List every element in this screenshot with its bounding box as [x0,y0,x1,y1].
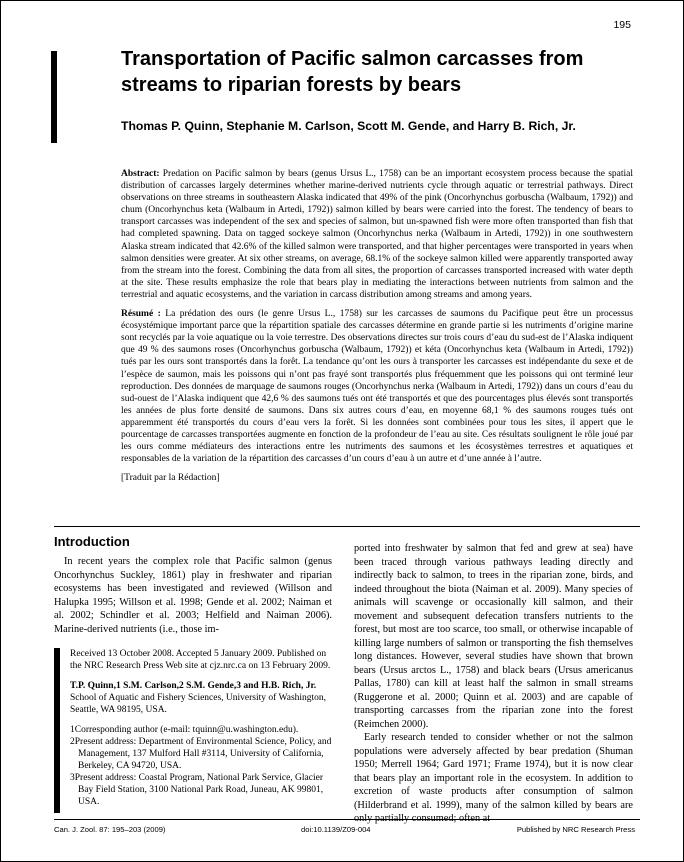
received-info-content [70,648,340,808]
right-column-paragraph-1: ported into freshwater by salmon that fed and grew at sea) have been traced through various pathways leading directly and indirectly back to salmon, to trees in the riparian zone, birds, and indeed throughout the biota (Naiman et al. 2009). Many species of animals will scavenge or occasionally kill salmon, and their movement and subsequent defecation transfers nutrients to the forest, but most are too scarce, too small, or otherwise incapable of killing large numbers of salmon or transporting the fish themselves long distances. However, several studies have shown that brown bears (Ursus arctos L., 1758) and black bears (Ursus americanus Pallas, 1780) can kill at least half the salmon in small streams (Ruggerone et al. 2000; Quinn et al. 2003) and are capable of transporting carcasses from the riparian zone into the forest (Reimchen 2000). [354,543,633,730]
introduction-heading: Introduction [54,534,130,549]
abstract-en [121,168,633,301]
left-column [54,534,332,636]
abstract-text: Predation on Pacific salmon by bears (genus Ursus L., 1758) can be an important ecosystem process because the spatial distribution of carcasses largely determines whether marine-derived nutrients cycle through aquatic or terrestrial pathways. Direct observations on three streams in southeastern Alaska indicated that 49% of the pink (Oncorhynchus gorbuscha (Walbaum, 1792)) and chum (Oncorhynchus keta (Walbaum in Artedi, 1792)) salmon killed by bears were carried into the forest. The tendency of bears to transport carcasses was independent of the sex and species of salmon, but un-spawned fish were more often transported than fish that had completed spawning. Data on tagged sockeye salmon (Oncorhynchus nerka (Walbaum in Artedi, 1792)) in one southwestern Alaska stream indicated that 42.6% of the killed salmon were transported, and that higher percentages were transported in years when salmon densities were greater. At six other streams, on average, 68.1% of the sockeye salmon killed were apparently transported away from the stream into the forest. Combining the data from all sites, the proportion of carcasses transported increased with water depth at the site. These results emphasize the role that bears play in mediating the interactions between nutrients from salmon and the terrestrial and aquatic ecosystems, and the variation in carcass distribution among streams and among years. [121,169,633,300]
received-info-box [54,648,337,813]
introduction-paragraph: In recent years the complex role that Pacific salmon (genus Oncorhynchus Suckley, 1861) play in freshwater and riparian ecosystems has been investigated and reviewed (Willson and Halupka 1995; Willson et al. 1998; Gende et al. 2002; Naiman et al. 2002; Schindler et al. 2003; Helfield and Naiman 2006). Marine-derived nutrients (i.e., those im- [54,556,332,635]
resume-label: Résumé : [121,309,161,320]
author-affiliation: School of Aquatic and Fishery Sciences, University of Washington, Seattle, WA 98195, USA. [70,693,327,715]
title-accent-bar [51,51,57,143]
footer-divider [54,819,640,820]
footnote-address-2: 2Present address: Department of Environmental Science, Policy, and Management, 137 Mulford Hall #3114, University of California, Berkeley, CA 94720, USA. [70,737,332,771]
footer-doi: doi:10.1139/Z09-004 [301,825,371,834]
footnote-corresponding: 1Corresponding author (e-mail: tquinn@u.washington.edu). [70,725,299,735]
footer-journal: Can. J. Zool. 87: 195–203 (2009) [54,825,166,834]
box-author-line [70,680,340,692]
received-dates: Received 13 October 2008. Accepted 5 January 2009. Published on the NRC Research Press Web site at cjz.nrc.ca on 13 February 2009. [70,649,331,671]
right-column-paragraph-2: Early research tended to consider whether or not the salmon populations were adversely affected by bear predation (Shuman 1950; Merrell 1964; Gard 1971; Frame 1974), but it is now clear that bears play an important role in the ecosystem. In addition to excretion of waste products after consumption of salmon (Hilderbrand et al. 1999), many of the salmon killed by bears are [354,732,633,811]
section-divider [54,526,640,527]
resume-text: La prédation des ours (le genre Ursus L., 1758) sur les carcasses de saumons du Pacifique peut être un processus écosystémique important parce que la répartition spatiale des carcasses détermine en grande partie si les nutriments d’origine marine sont recyclés par la voie aquatique ou la voie terrestre. Des observations directes sur trois cours d’eau du sud-est de l’Alaska indiquent que 49 % des saumons roses (Oncorhynchus gorbuscha (Walbaum, 1792)) et kéta (Oncorhynchus keta (Walbaum in Artedi, 1792)) tués par les ours sont transportés dans la forêt. La tendance qu’ont les ours à transporter les carcasses est indépendante du sexe et de l’espèce de saumon, mais les poissons qui n’ont pas frayé sont transportés plus fréquemment que les poissons qui ont terminé leur reproduction. Des données de marquage de saumons rouges (Oncorhynchus nerka (Walbaum in Artedi, 1792)) dans un cours d’eau du sud-ouest de l’Alaska indiquent que 42,6 % des saumons tués ont été transportés et que des pourcentages plus élevés sont transportés les années de plus forte densité de saumons. Dans six autres cours d’eau, en moyenne 68,1 % des saumons rouges tués ont apparemment été transportés du cours d’eau vers la forêt. Si les données sont combinées pour tous les sites, il appert que le pourcentage de carcasses transportées augmente en fonction de la profondeur de l’eau au site. Ces résultats soulignent le rôle joué par les ours comme médiateurs des interactions entre les nutriments des saumons et les écosystèmes terrestres et aquatiques et responsables de la variation de la répartition des carcasses d’un cours d’eau à un autre et d’une année à l’autre. [121,309,634,465]
box-author-names: T.P. Quinn,1 S.M. Carlson,2 S.M. Gende,3 and H.B. Rich, Jr. [70,681,317,691]
translation-note: [Traduit par la Rédaction] [121,473,220,484]
abstract-section [121,168,633,491]
abstract-fr [121,308,633,465]
author-list: Thomas P. Quinn, Stephanie M. Carlson, Scott M. Gende, and Harry B. Rich, Jr. [121,119,576,133]
right-column [354,542,633,826]
page-number: 195 [613,19,631,31]
footer-publisher: Published by NRC Research Press [516,825,635,834]
abstract-label: Abstract: [121,169,160,179]
article-title: Transportation of Pacific salmon carcasses from streams to riparian forests by bears [121,48,584,96]
footnote-address-3: 3Present address: Coastal Program, National Park Service, Glacier Bay Field Station, 3100 National Park Road, Juneau, AK 99801, USA. [70,773,324,807]
